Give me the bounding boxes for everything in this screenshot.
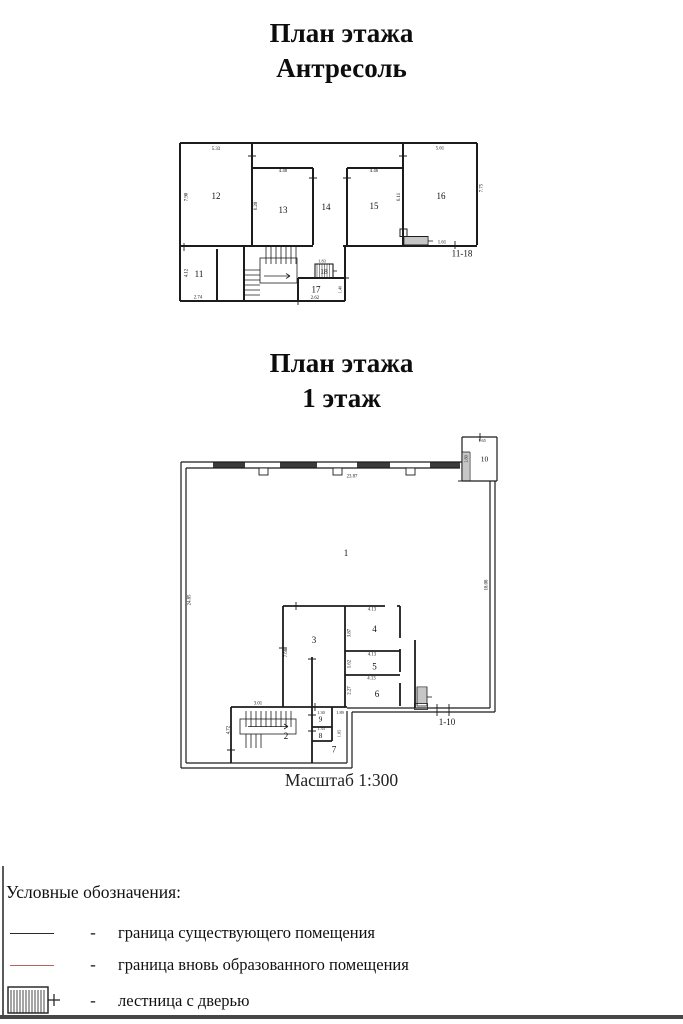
legend-dash: - (90, 991, 96, 1010)
mezzanine-walls (180, 143, 477, 301)
legend-item-existing-boundary (6, 919, 666, 947)
room10-label: 10 (480, 454, 489, 464)
room2-label: 2 (283, 731, 289, 741)
dim-room4-width: 4.13 (367, 607, 377, 613)
room6-label: 6 (374, 689, 380, 699)
room8-label: 8 (318, 731, 323, 740)
dim-room13-height: 6.20 (254, 201, 259, 211)
dim-room11-width: 2.74 (193, 295, 203, 301)
legend-item-new-boundary (6, 951, 666, 979)
legend-item-stairs-with-door (6, 983, 666, 1019)
room7-label: 7 (331, 744, 337, 755)
first-floor-plan (165, 428, 510, 780)
room9-label: 9 (318, 714, 323, 724)
legend-label-new-boundary: граница вновь образованного помещения (118, 955, 409, 974)
first-floor-inner-walls (231, 606, 415, 763)
dim-room15-width: 4.46 (369, 169, 379, 174)
dim-room15-height: 6.11 (397, 192, 402, 202)
scale-label: Масштаб 1:300 (284, 770, 399, 790)
room5-label: 5 (372, 661, 377, 672)
dim-room16-height: 7.75 (479, 183, 485, 193)
first-floor-title-line1: План этажа (269, 348, 414, 378)
dim-room9-width: 1.30 (317, 710, 325, 715)
room3-label: 3 (311, 635, 317, 645)
mezzanine-title-line1: План этажа (269, 18, 414, 48)
room13-label: 13 (278, 205, 288, 215)
legend-label-existing-boundary: граница существующего помещения (118, 923, 375, 942)
dim-room8-width: 1.33 (317, 726, 325, 731)
dim-room6-width: 4.13 (367, 676, 376, 682)
column-stubs (259, 468, 415, 475)
dim-room2-height: 4.72 (226, 725, 232, 735)
room18-label: 18 (320, 267, 328, 276)
mezzanine-title (0, 16, 683, 86)
legend-label-stairs-with-door: лестница с дверью (118, 991, 250, 1010)
dim-room16-stair: 1.61 (437, 240, 447, 246)
mezzanine-floor-plan (160, 136, 505, 314)
dim-room5-width: 4.13 (367, 652, 377, 658)
mezzanine-range-label: 11-18 (451, 248, 473, 259)
dim-room1-width: 23.87 (346, 474, 358, 480)
dim-room1-height-right: 18.08 (484, 579, 490, 591)
room14-label: 14 (321, 202, 331, 212)
mezzanine-title-line2: Антресоль (276, 53, 407, 83)
stairs-with-door-icon-room16 (400, 229, 433, 245)
room12-label: 12 (211, 191, 221, 201)
page-frame-bottom-border (0, 1015, 683, 1019)
dim-room6-height: 2.27 (347, 686, 353, 695)
dim-room17-height: 1.40 (337, 285, 343, 294)
mezzanine-stairs-icon (244, 247, 297, 295)
dim-room10-width: 1.65 (478, 438, 486, 443)
dim-room4-height: 3.87 (347, 628, 353, 638)
new-boundary-line-icon (6, 965, 64, 966)
room1-label: 1 (343, 548, 349, 558)
dim-room12-height: 7.90 (184, 192, 190, 202)
legend (6, 882, 666, 1019)
dim-room8-side: 1.85 (336, 729, 342, 738)
mezzanine-dimension-ticks (184, 156, 455, 305)
dim-room1-height-left: 24.85 (187, 594, 193, 606)
dim-room10-height: 1.80 (463, 455, 469, 463)
legend-dash: - (90, 955, 96, 974)
dim-room3-height: 7.68 (284, 648, 289, 658)
dim-room13-width: 4.48 (278, 169, 288, 174)
dim-room17-width: 2.62 (310, 296, 320, 301)
first-floor-title (0, 346, 683, 416)
first-floor-title-line2: 1 этаж (302, 383, 381, 413)
dim-room9-offset: 1.89 (336, 710, 344, 715)
stairs-with-door-icon (6, 984, 64, 1018)
room11-label: 11 (194, 269, 204, 279)
first-floor-range-label: 1-10 (438, 717, 456, 727)
existing-boundary-line-icon (6, 933, 64, 934)
dim-room2-width: 3.01 (253, 701, 263, 707)
legend-title: Условные обозначения: (6, 882, 182, 902)
room2-stairs-icon (240, 711, 296, 748)
dim-room16-width: 5.61 (435, 146, 445, 152)
legend-dash: - (90, 923, 96, 942)
room17-label: 17 (311, 284, 321, 295)
dim-room11-height: 4.12 (184, 268, 190, 278)
dim-room18-width: 1.83 (318, 258, 326, 264)
room15-label: 15 (369, 201, 379, 211)
page-frame-left-border (2, 866, 4, 1018)
dim-room12-width: 5.33 (211, 147, 221, 152)
room16-label: 16 (436, 191, 446, 201)
first-floor-dimension-ticks (227, 433, 480, 750)
dim-room5-height: 1.62 (347, 659, 353, 669)
room4-label: 4 (372, 624, 377, 634)
stairs-with-door-icon-first-floor (415, 687, 433, 710)
